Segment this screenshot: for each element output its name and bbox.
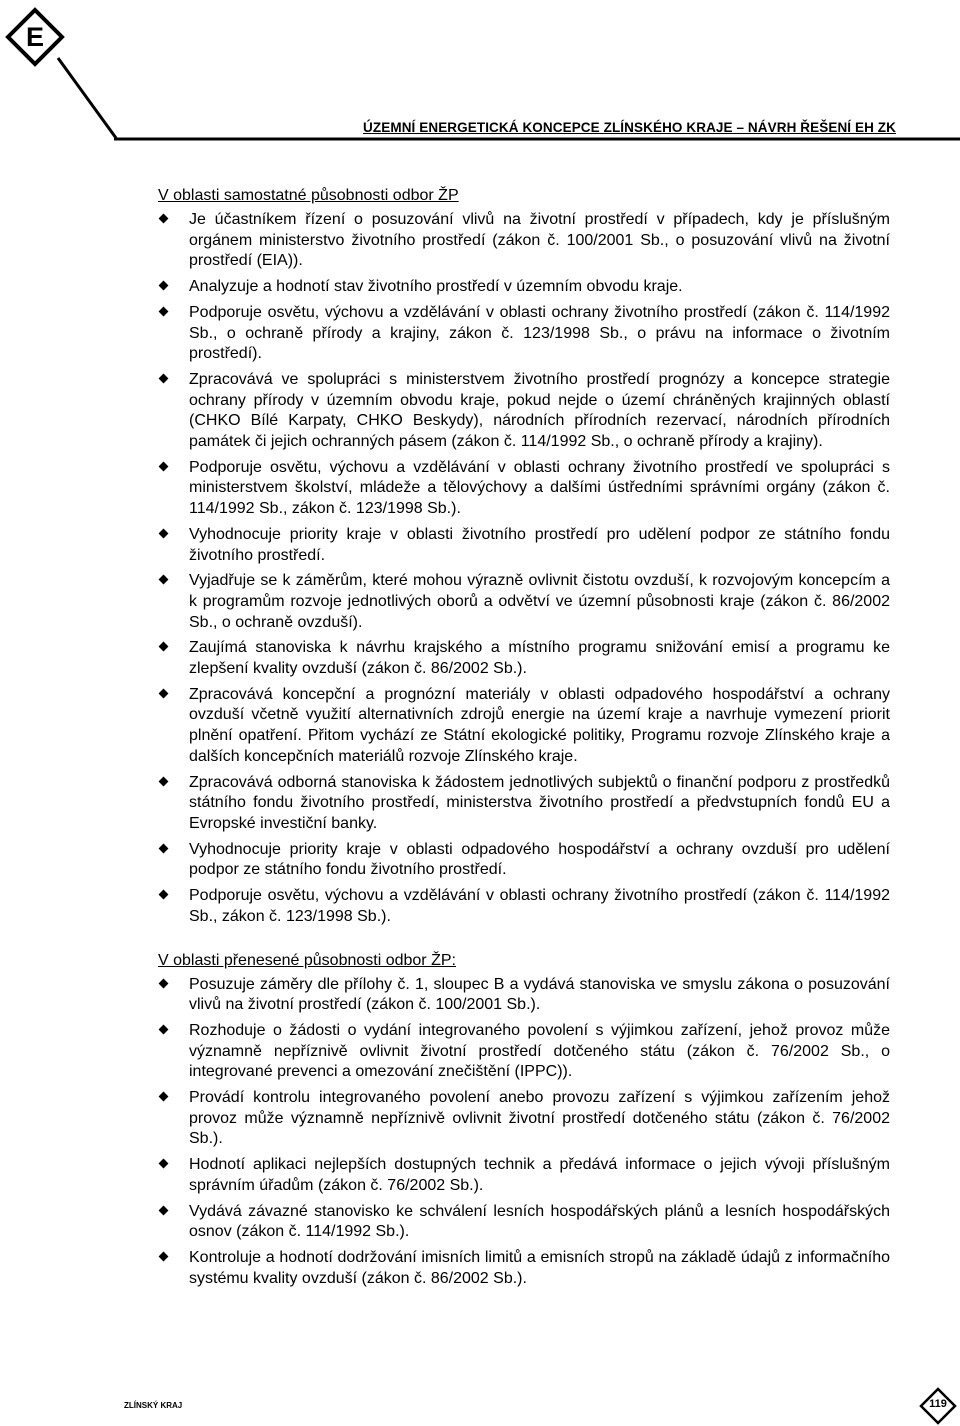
list-item: Je účastníkem řízení o posuzování vlivů na životní prostředí v případech, kdy je příslušným orgánem ministerstvo životního prostředí (zákon č. 100/2001 Sb., o posuzování vlivů na životní prostředí (EIA)). — [158, 210, 890, 272]
list-item: Vyhodnocuje priority kraje v oblasti odpadového hospodářství a ochrany ovzduší pro udělení podpor ze státního fondu životního prostředí. — [158, 840, 890, 881]
diamond-bullet-icon — [159, 461, 169, 471]
diamond-bullet-icon — [159, 306, 169, 316]
list-item: Hodnotí aplikaci nejlepších dostupných technik a předává informace o jejich vývoji příslušným správním úřadům (zákon č. 76/2002 Sb.). — [158, 1155, 890, 1196]
diamond-bullet-icon — [159, 1159, 169, 1169]
list-item: Rozhoduje o žádosti o vydání integrovaného povolení s výjimkou zařízení, jehož provoz může významně nepříznivě ovlivnit životní prostředí dotčeného státu (zákon č. 76/2002 Sb., o integrované prevenci a omezování znečištění (IPPC)). — [158, 1021, 890, 1083]
list-item: Analyzuje a hodnotí stav životního prostředí v územním obvodu kraje. — [158, 277, 890, 298]
diamond-bullet-icon — [159, 1024, 169, 1034]
logo-header-graphic — [0, 0, 960, 160]
diamond-bullet-icon — [159, 528, 169, 538]
list-item: Vydává závazné stanovisko ke schválení lesních hospodářských plánů a lesních hospodářských osnov (zákon č. 114/1992 Sb.). — [158, 1202, 890, 1243]
bullet-list-independent — [158, 210, 890, 928]
list-item: Vyjadřuje se k záměrům, které mohou výrazně ovlivnit čistotu ovzduší, k rozvojovým koncepcím a k programům rozvoje jednotlivých oborů a odvětví ve územní působnosti kraje (zákon č. 86/2002 Sb., o ochraně ovzduší). — [158, 571, 890, 633]
diamond-bullet-icon — [159, 890, 169, 900]
list-item: Posuzuje záměry dle přílohy č. 1, sloupec B a vydává stanoviska ve smyslu zákona o posuzování vlivů na životní prostředí (zákon č. 100/2001 Sb.). — [158, 975, 890, 1016]
bullet-list-delegated — [158, 975, 890, 1290]
section-heading-delegated: V oblasti přenesené působnosti odbor ŽP: — [158, 951, 456, 969]
footer-region-label: ZLÍNSKÝ KRAJ — [124, 1401, 183, 1410]
page-number-badge — [919, 1387, 957, 1425]
diamond-bullet-icon — [159, 214, 169, 224]
list-item: Vyhodnocuje priority kraje v oblasti životního prostředí pro udělení podpor ze státního fondu životního prostředí. — [158, 525, 890, 566]
diamond-bullet-icon — [159, 1205, 169, 1215]
list-item: Podporuje osvětu, výchovu a vzdělávání v oblasti ochrany životního prostředí ve spolupráci s ministerstvem školství, mládeže a tělovýchovy a dalšími ústředními správními orgány (zákon č. 114/1992 Sb., zákon č. 123/1998 Sb.). — [158, 458, 890, 520]
diamond-bullet-icon — [159, 642, 169, 652]
list-item: Podporuje osvětu, výchovu a vzdělávání v oblasti ochrany životního prostředí (zákon č. 114/1992 Sb., o ochraně přírody a krajiny, zákon č. 123/1998 Sb., o právu na informace o životním prostředí). — [158, 303, 890, 365]
list-item: Zpracovává koncepční a prognózní materiály v oblasti odpadového hospodářství a ochrany ovzduší včetně využití alternativních zdrojů energie na území kraje a navrhuje vymezení priorit plnění opatření. Přitom vychází ze Státní ekologické politiky, Programu rozvoje Zlínského kraje a dalších koncepčních materiálů rozvoje Zlínského kraje. — [158, 685, 890, 768]
list-item: Kontroluje a hodnotí dodržování imisních limitů a emisních stropů na základě údajů z informačního systému kvality ovzduší (zákon č. 86/2002 Sb.). — [158, 1248, 890, 1289]
logo-letter: E — [25, 22, 44, 52]
main-content — [158, 185, 890, 1294]
list-item: Podporuje osvětu, výchovu a vzdělávání v oblasti ochrany životního prostředí (zákon č. 114/1992 Sb., zákon č. 123/1998 Sb.). — [158, 886, 890, 927]
diamond-bullet-icon — [159, 1092, 169, 1102]
list-item: Zpracovává odborná stanoviska k žádostem jednotlivých subjektů o finanční podporu z prostředků státního fondu životního prostředí, ministerstva životního prostředí a předvstupních fondů EU a Evropské investiční banky. — [158, 773, 890, 835]
diamond-bullet-icon — [159, 373, 169, 383]
diamond-bullet-icon — [159, 978, 169, 988]
list-item: Provádí kontrolu integrovaného povolení anebo provozu zařízení s výjimkou zařízením jehož provoz může významně nepříznivě ovlivnit životní prostředí dotčeného státu (zákon č. 76/2002 Sb.). — [158, 1088, 890, 1150]
diamond-bullet-icon — [159, 776, 169, 786]
header-diagonal-line — [58, 58, 116, 138]
diamond-bullet-icon — [159, 575, 169, 585]
list-item: Zpracovává ve spolupráci s ministerstvem životního prostředí prognózy a koncepce strategie ochrany přírody v územním obvodu kraje, pokud nejde o území chráněných krajinných oblastí (CHKO Bílé Karpaty, CHKO Beskydy), národních přírodních rezervací, národních přírodních památek či jejich ochranných pásem (zákon č. 114/1992 Sb., o ochraně přírody a krajiny). — [158, 370, 890, 453]
diamond-bullet-icon — [159, 843, 169, 853]
section-heading-independent: V oblasti samostatné působnosti odbor ŽP — [158, 187, 459, 204]
page-number: 119 — [929, 1398, 947, 1410]
diamond-bullet-icon — [159, 688, 169, 698]
list-item: Zaujímá stanoviska k návrhu krajského a místního programu snižování emisí a programu ke zlepšení kvality ovzduší (zákon č. 86/2002 Sb.). — [158, 638, 890, 679]
diamond-bullet-icon — [159, 281, 169, 291]
document-title: ÚZEMNÍ ENERGETICKÁ KONCEPCE ZLÍNSKÉHO KRAJE – NÁVRH ŘEŠENÍ EH ZK — [363, 120, 896, 135]
diamond-bullet-icon — [159, 1251, 169, 1261]
